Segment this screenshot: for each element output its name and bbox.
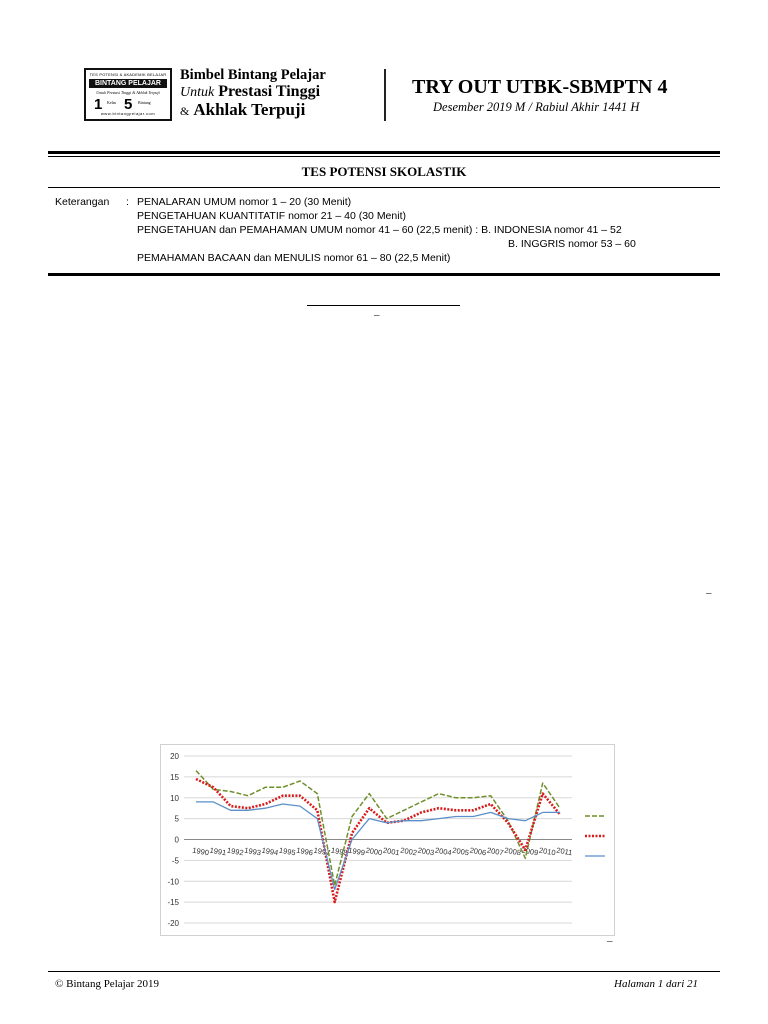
x-tick-label: 1995	[278, 845, 297, 858]
keterangan-line-1: PENALARAN UMUM nomor 1 – 20 (30 Menit)	[137, 196, 352, 208]
x-tick-label: 2011	[555, 845, 574, 858]
logo-top-text: TES POTENSI & AKADEMIK BELAJAR	[89, 72, 167, 77]
y-tick-label: -20	[167, 919, 179, 928]
y-tick-label: 0	[174, 835, 179, 845]
y-tick-label: 20	[170, 752, 179, 761]
footer-rule	[48, 971, 720, 972]
brand-tagline-bold: Prestasi Tinggi	[218, 83, 321, 100]
right-dash: –	[706, 587, 712, 599]
header-divider	[384, 69, 386, 121]
keterangan-line-3: PENGETAHUAN dan PEMAHAMAN UMUM nomor 41 – 60 (22,5 menit) : B. INDONESIA nomor 41 – 52	[137, 224, 622, 236]
center-underline	[307, 305, 460, 306]
x-tick-label: 2009	[520, 845, 539, 858]
chart-dash: –	[607, 935, 613, 947]
brand-tagline-1	[180, 82, 320, 102]
x-tick-label: 2007	[486, 845, 505, 858]
logo-band-text: BINTANG PELAJAR	[89, 79, 167, 88]
logo-number-five: 5	[124, 96, 133, 113]
x-tick-label: 2002	[399, 845, 418, 858]
x-tick-label: 1991	[208, 845, 227, 858]
logo-sub-text: Untuk Prestasi Tinggi & Akhlak Terpuji	[96, 90, 160, 95]
x-tick-label: 1997	[312, 845, 331, 858]
footer-page-number: Halaman 1 dari 21	[614, 978, 699, 990]
x-tick-label: 1996	[295, 845, 314, 858]
x-tick-label: 1999	[347, 845, 366, 858]
y-tick-label: -10	[167, 877, 179, 887]
x-tick-label: 2010	[538, 845, 557, 858]
top-rule-thick	[48, 151, 720, 154]
x-tick-label: 2000	[364, 845, 383, 858]
x-tick-label: 2008	[503, 845, 522, 858]
section-title: TES POTENSI SKOLASTIK	[301, 164, 467, 179]
x-tick-label: 1994	[260, 845, 279, 858]
logo-url-text: www.bintangpelajar.com	[100, 111, 156, 116]
keterangan-label: Keterangan	[55, 196, 110, 208]
y-tick-label: 10	[170, 793, 179, 803]
x-tick-label: 2005	[451, 845, 470, 858]
document-title: TRY OUT UTBK-SBMPTN 4	[412, 76, 668, 98]
center-dash: –	[374, 309, 380, 321]
keterangan-line-2: PENGETAHUAN KUANTITATIF nomor 21 – 40 (30 Menit)	[137, 210, 406, 222]
keterangan-colon: :	[126, 196, 129, 208]
y-tick-label: -15	[167, 898, 179, 908]
brand-name: Bimbel Bintang Pelajar	[180, 67, 326, 83]
keterangan-line-4: B. INGGRIS nomor 53 – 60	[508, 238, 636, 250]
x-tick-label: 1998	[330, 845, 349, 858]
brand-logo	[84, 68, 172, 121]
brand-ampersand: &	[180, 104, 190, 118]
top-rule-thin	[48, 156, 720, 157]
x-tick-label: 1992	[226, 845, 245, 858]
x-tick-label: 2004	[434, 845, 453, 858]
brand-tagline-2	[180, 100, 305, 121]
logo-number-five-label: Bintang	[138, 100, 151, 105]
logo-number-one: 1	[94, 96, 103, 113]
brand-tagline-bold-2: Akhlak Terpuji	[193, 100, 306, 119]
x-tick-label: 2006	[468, 845, 487, 858]
x-tick-label: 2003	[416, 845, 435, 858]
document-date: Desember 2019 M / Rabiul Akhir 1441 H	[433, 100, 640, 114]
section-title-rule	[48, 187, 720, 188]
logo-number-one-label: Kelas	[107, 100, 117, 105]
x-tick-label: 2001	[382, 845, 401, 858]
footer-copyright: © Bintang Pelajar 2019	[55, 978, 159, 990]
y-tick-label: 5	[174, 814, 179, 824]
y-tick-label: -5	[171, 856, 179, 866]
keterangan-line-5: PEMAHAMAN BACAAN dan MENULIS nomor 61 – 80 (22,5 Menit)	[137, 252, 451, 264]
x-tick-label: 1990	[191, 845, 210, 858]
x-tick-label: 1993	[243, 845, 262, 858]
bottom-rule-thick	[48, 273, 720, 276]
brand-tagline-italic: Untuk	[180, 85, 215, 100]
y-tick-label: 15	[170, 772, 179, 782]
line-chart	[160, 744, 615, 936]
